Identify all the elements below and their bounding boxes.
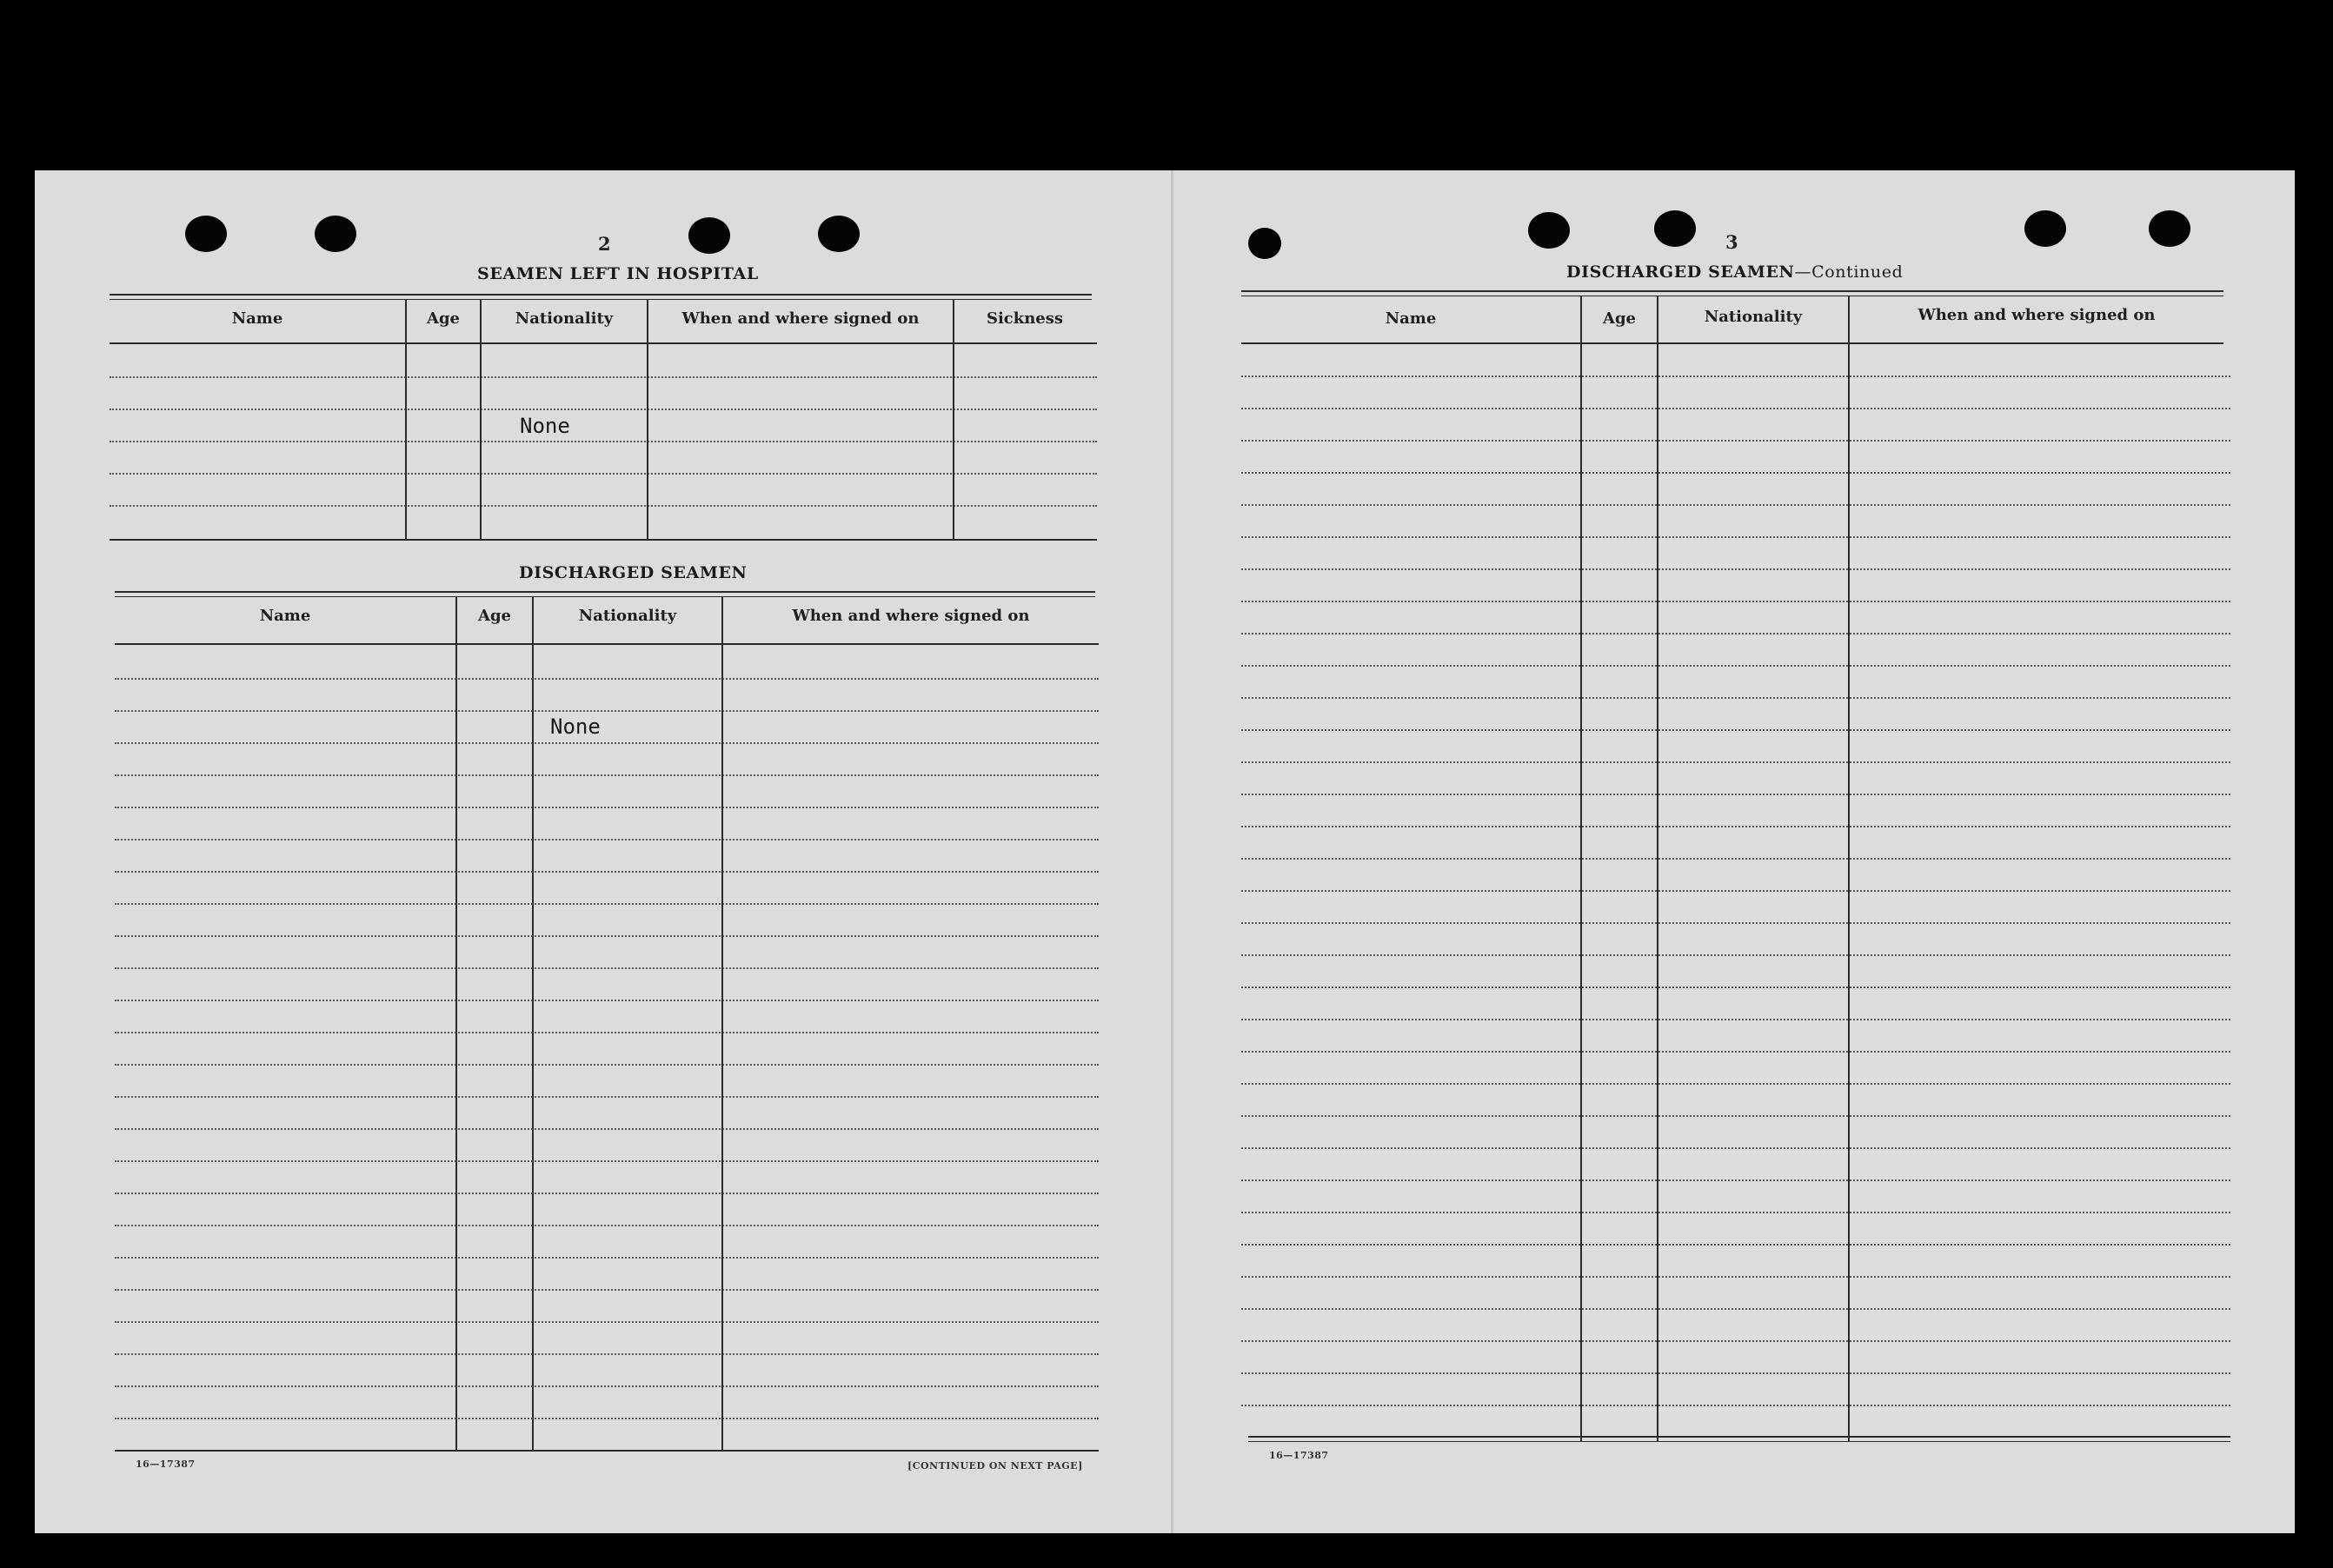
hospital-section-title: SEAMEN LEFT IN HOSPITAL [477,264,759,283]
punch-hole [1528,212,1570,249]
row-line [1241,761,2230,763]
title-main: DISCHARGED SEAMEN [1566,262,1795,282]
row-line [115,871,1099,873]
punch-hole [688,217,730,254]
row-line [1241,826,2230,827]
row-line [1241,1115,2230,1117]
row-line [110,473,1097,475]
row-line [115,1353,1099,1355]
table-bottom-rule [1248,1436,2230,1438]
row-line [1241,794,2230,795]
table-rule [1241,290,2223,292]
row-line [115,1289,1099,1291]
row-line [115,742,1099,744]
row-line [115,678,1099,680]
row-line [115,1032,1099,1033]
column-divider [1657,296,1658,1441]
table-rule [110,294,1092,296]
page-fold [1171,170,1173,1533]
header-rule [1241,342,2223,344]
table-bottom-rule [115,1450,1099,1452]
column-header-nationality: Nationality [515,309,614,328]
row-line [115,1385,1099,1387]
row-line [115,1225,1099,1226]
column-header-age: Age [1602,309,1636,328]
form-number-left: 16—17387 [136,1458,196,1470]
column-header-age: Age [477,607,511,625]
row-line [1241,987,2230,988]
row-line [1241,1212,2230,1213]
row-line [1241,890,2230,892]
row-line [1241,1051,2230,1053]
row-line [1241,536,2230,538]
row-line [1241,1308,2230,1310]
row-line [1241,568,2230,570]
column-divider [405,299,407,539]
column-divider [721,596,723,1450]
row-line [1241,408,2230,409]
header-rule [115,643,1099,645]
row-line [115,839,1099,840]
page-number-left: 2 [598,233,611,255]
row-line [115,967,1099,969]
table-rule [115,591,1095,593]
header-rule [110,342,1097,344]
row-line [115,903,1099,905]
column-header-name: Name [1385,309,1437,328]
row-line [115,1418,1099,1419]
row-line [1241,1147,2230,1149]
continued-note: [CONTINUED ON NEXT PAGE] [907,1460,1083,1472]
row-line [1241,601,2230,602]
row-line [1241,504,2230,506]
row-line [1241,1405,2230,1406]
punch-hole [2024,210,2066,247]
row-line [1241,1276,2230,1278]
punch-hole [1248,228,1281,259]
row-line [115,1096,1099,1098]
punch-hole [315,216,356,252]
row-line [1241,954,2230,956]
column-divider [455,596,457,1450]
row-line [1241,1179,2230,1181]
row-line [1241,1019,2230,1020]
row-line [110,505,1097,507]
row-line [115,1193,1099,1194]
column-divider [647,299,648,539]
row-line [115,935,1099,937]
row-line [115,774,1099,776]
row-line [1241,375,2230,377]
row-line [110,441,1097,442]
column-divider [953,299,954,539]
row-line [1241,729,2230,731]
row-line [1241,440,2230,442]
column-header-nationality: Nationality [1704,308,1803,326]
row-line [115,807,1099,808]
row-line [1241,472,2230,474]
hospital-entry-none: None [520,414,570,438]
row-line [115,710,1099,712]
page-number-right: 3 [1725,231,1738,253]
column-header-nationality: Nationality [578,607,677,625]
row-line [115,1321,1099,1323]
row-line [115,1000,1099,1001]
column-header-name: Name [259,607,311,625]
column-header-sickness: Sickness [986,309,1064,328]
table-rule [115,596,1095,597]
table-bottom-rule [110,539,1097,541]
discharged-section-title: DISCHARGED SEAMEN [519,563,748,582]
row-line [1241,1244,2230,1246]
row-line [1241,1083,2230,1085]
form-number-right: 16—17387 [1269,1450,1329,1461]
row-line [1241,697,2230,699]
discharged-continued-title [1566,262,1903,282]
column-divider [1580,296,1582,1441]
row-line [1241,858,2230,860]
row-line [110,409,1097,410]
row-line [110,376,1097,378]
row-line [115,1128,1099,1130]
discharged-entry-none: None [550,714,601,739]
column-header-signed-on: When and where signed on [792,607,1030,625]
row-line [1241,633,2230,635]
row-line [1241,665,2230,667]
title-suffix: —Continued [1794,262,1904,282]
row-line [115,1160,1099,1162]
row-line [115,1257,1099,1259]
row-line [1241,922,2230,924]
table-bottom-rule [1248,1441,2230,1442]
punch-hole [1654,210,1696,247]
column-divider [480,299,482,539]
row-line [1241,1340,2230,1342]
table-rule [110,299,1092,300]
punch-hole [2149,210,2190,247]
column-header-name: Name [231,309,283,328]
column-divider [532,596,534,1450]
column-header-signed-on: When and where signed on [1918,306,2156,324]
row-line [115,1064,1099,1066]
row-line [1241,1372,2230,1374]
column-divider [1848,296,1850,1441]
column-header-age: Age [426,309,460,328]
punch-hole [818,216,860,252]
punch-hole [185,216,227,252]
column-header-signed-on: When and where signed on [681,309,920,328]
